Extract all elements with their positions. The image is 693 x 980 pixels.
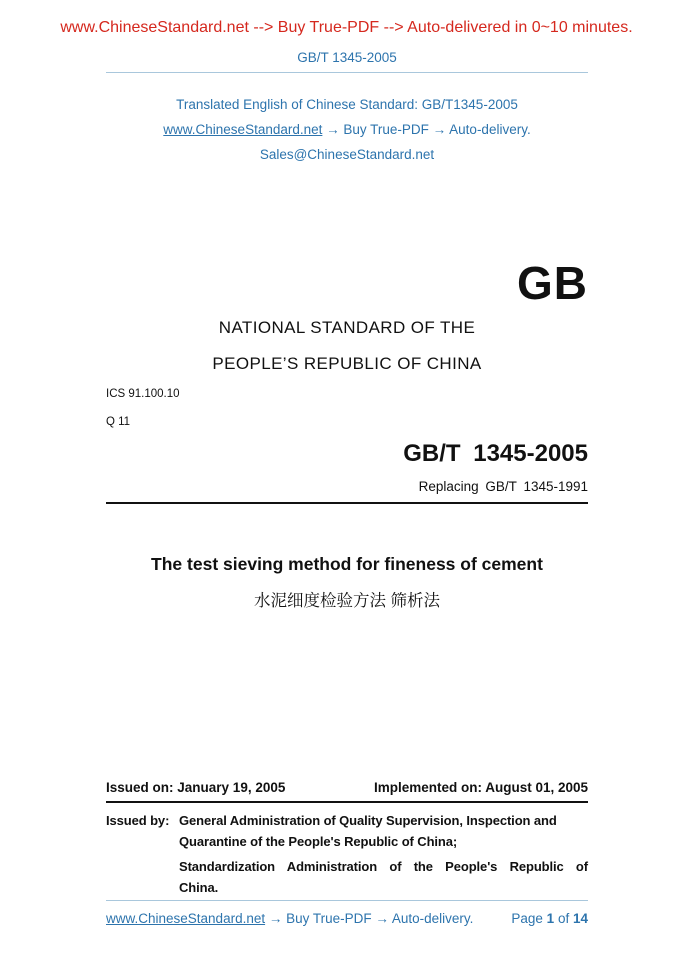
implemented-on-value: August 01, 2005 bbox=[485, 780, 588, 795]
page-label: Page bbox=[511, 911, 543, 926]
promo-banner: www.ChineseStandard.net --> Buy True-PDF --> Auto-delivered in 0~10 minutes. bbox=[60, 19, 633, 36]
header-link-line bbox=[106, 122, 588, 137]
header-divider bbox=[106, 72, 588, 73]
issued-on-value: January 19, 2005 bbox=[177, 780, 286, 795]
footer-link-rest: → Buy True-PDF → Auto-delivery. bbox=[268, 911, 474, 926]
implemented-on bbox=[374, 780, 588, 795]
footer-link-line bbox=[106, 911, 473, 926]
issuer-aqsiq-line1: General Administration of Quality Supervision, Inspection and bbox=[179, 813, 557, 828]
issuer-sac bbox=[179, 856, 588, 898]
sales-email[interactable]: Sales@ChineseStandard.net bbox=[259, 147, 435, 162]
header-link-rest: → Buy True-PDF → Auto-delivery. bbox=[326, 122, 531, 137]
gb-logo: GB bbox=[517, 257, 588, 309]
issuance-rule bbox=[106, 801, 588, 803]
implemented-on-label: Implemented on: bbox=[373, 780, 482, 795]
issued-implemented-row bbox=[106, 780, 588, 795]
standard-title-english: The test sieving method for fineness of cement bbox=[151, 554, 543, 574]
issuer-list bbox=[179, 810, 588, 898]
issuer-sac-line2: China. bbox=[179, 880, 219, 895]
footer-site-link[interactable]: www.ChineseStandard.net bbox=[106, 911, 266, 926]
issuer-sac-line1: Standardization Administration of the People's Republic of bbox=[179, 859, 588, 874]
issuer-aqsiq-line2: Quarantine of the People's Republic of China; bbox=[179, 834, 458, 849]
page-indicator bbox=[511, 911, 588, 926]
header-doc-code: GB/T 1345-2005 bbox=[297, 50, 397, 65]
replacing-note: Replacing GB/T 1345-1991 bbox=[418, 479, 588, 494]
q-classification: Q 11 bbox=[106, 416, 131, 428]
issued-by-label: Issued by: bbox=[106, 813, 170, 828]
issued-on bbox=[106, 780, 285, 795]
title-rule bbox=[106, 502, 588, 504]
national-standard-line1: NATIONAL STANDARD OF THE bbox=[218, 318, 476, 337]
issued-by-block bbox=[106, 810, 588, 902]
page-number: 1 bbox=[546, 911, 555, 926]
issuer-aqsiq bbox=[179, 810, 588, 852]
footer-bar bbox=[106, 911, 588, 926]
standard-code: GB/T 1345-2005 bbox=[403, 440, 588, 467]
issued-on-label: Issued on: bbox=[106, 780, 174, 795]
total-pages: 14 bbox=[572, 911, 588, 926]
national-standard-line2: PEOPLE’S REPUBLIC OF CHINA bbox=[212, 354, 482, 373]
header-site-link[interactable]: www.ChineseStandard.net bbox=[163, 122, 323, 137]
ics-code: ICS 91.100.10 bbox=[106, 388, 180, 400]
footer-divider bbox=[106, 900, 588, 901]
translated-line: Translated English of Chinese Standard: GB/T1345-2005 bbox=[176, 97, 518, 112]
of-label: of bbox=[557, 911, 570, 926]
standard-title-chinese: 水泥细度检验方法 筛析法 bbox=[253, 592, 441, 610]
